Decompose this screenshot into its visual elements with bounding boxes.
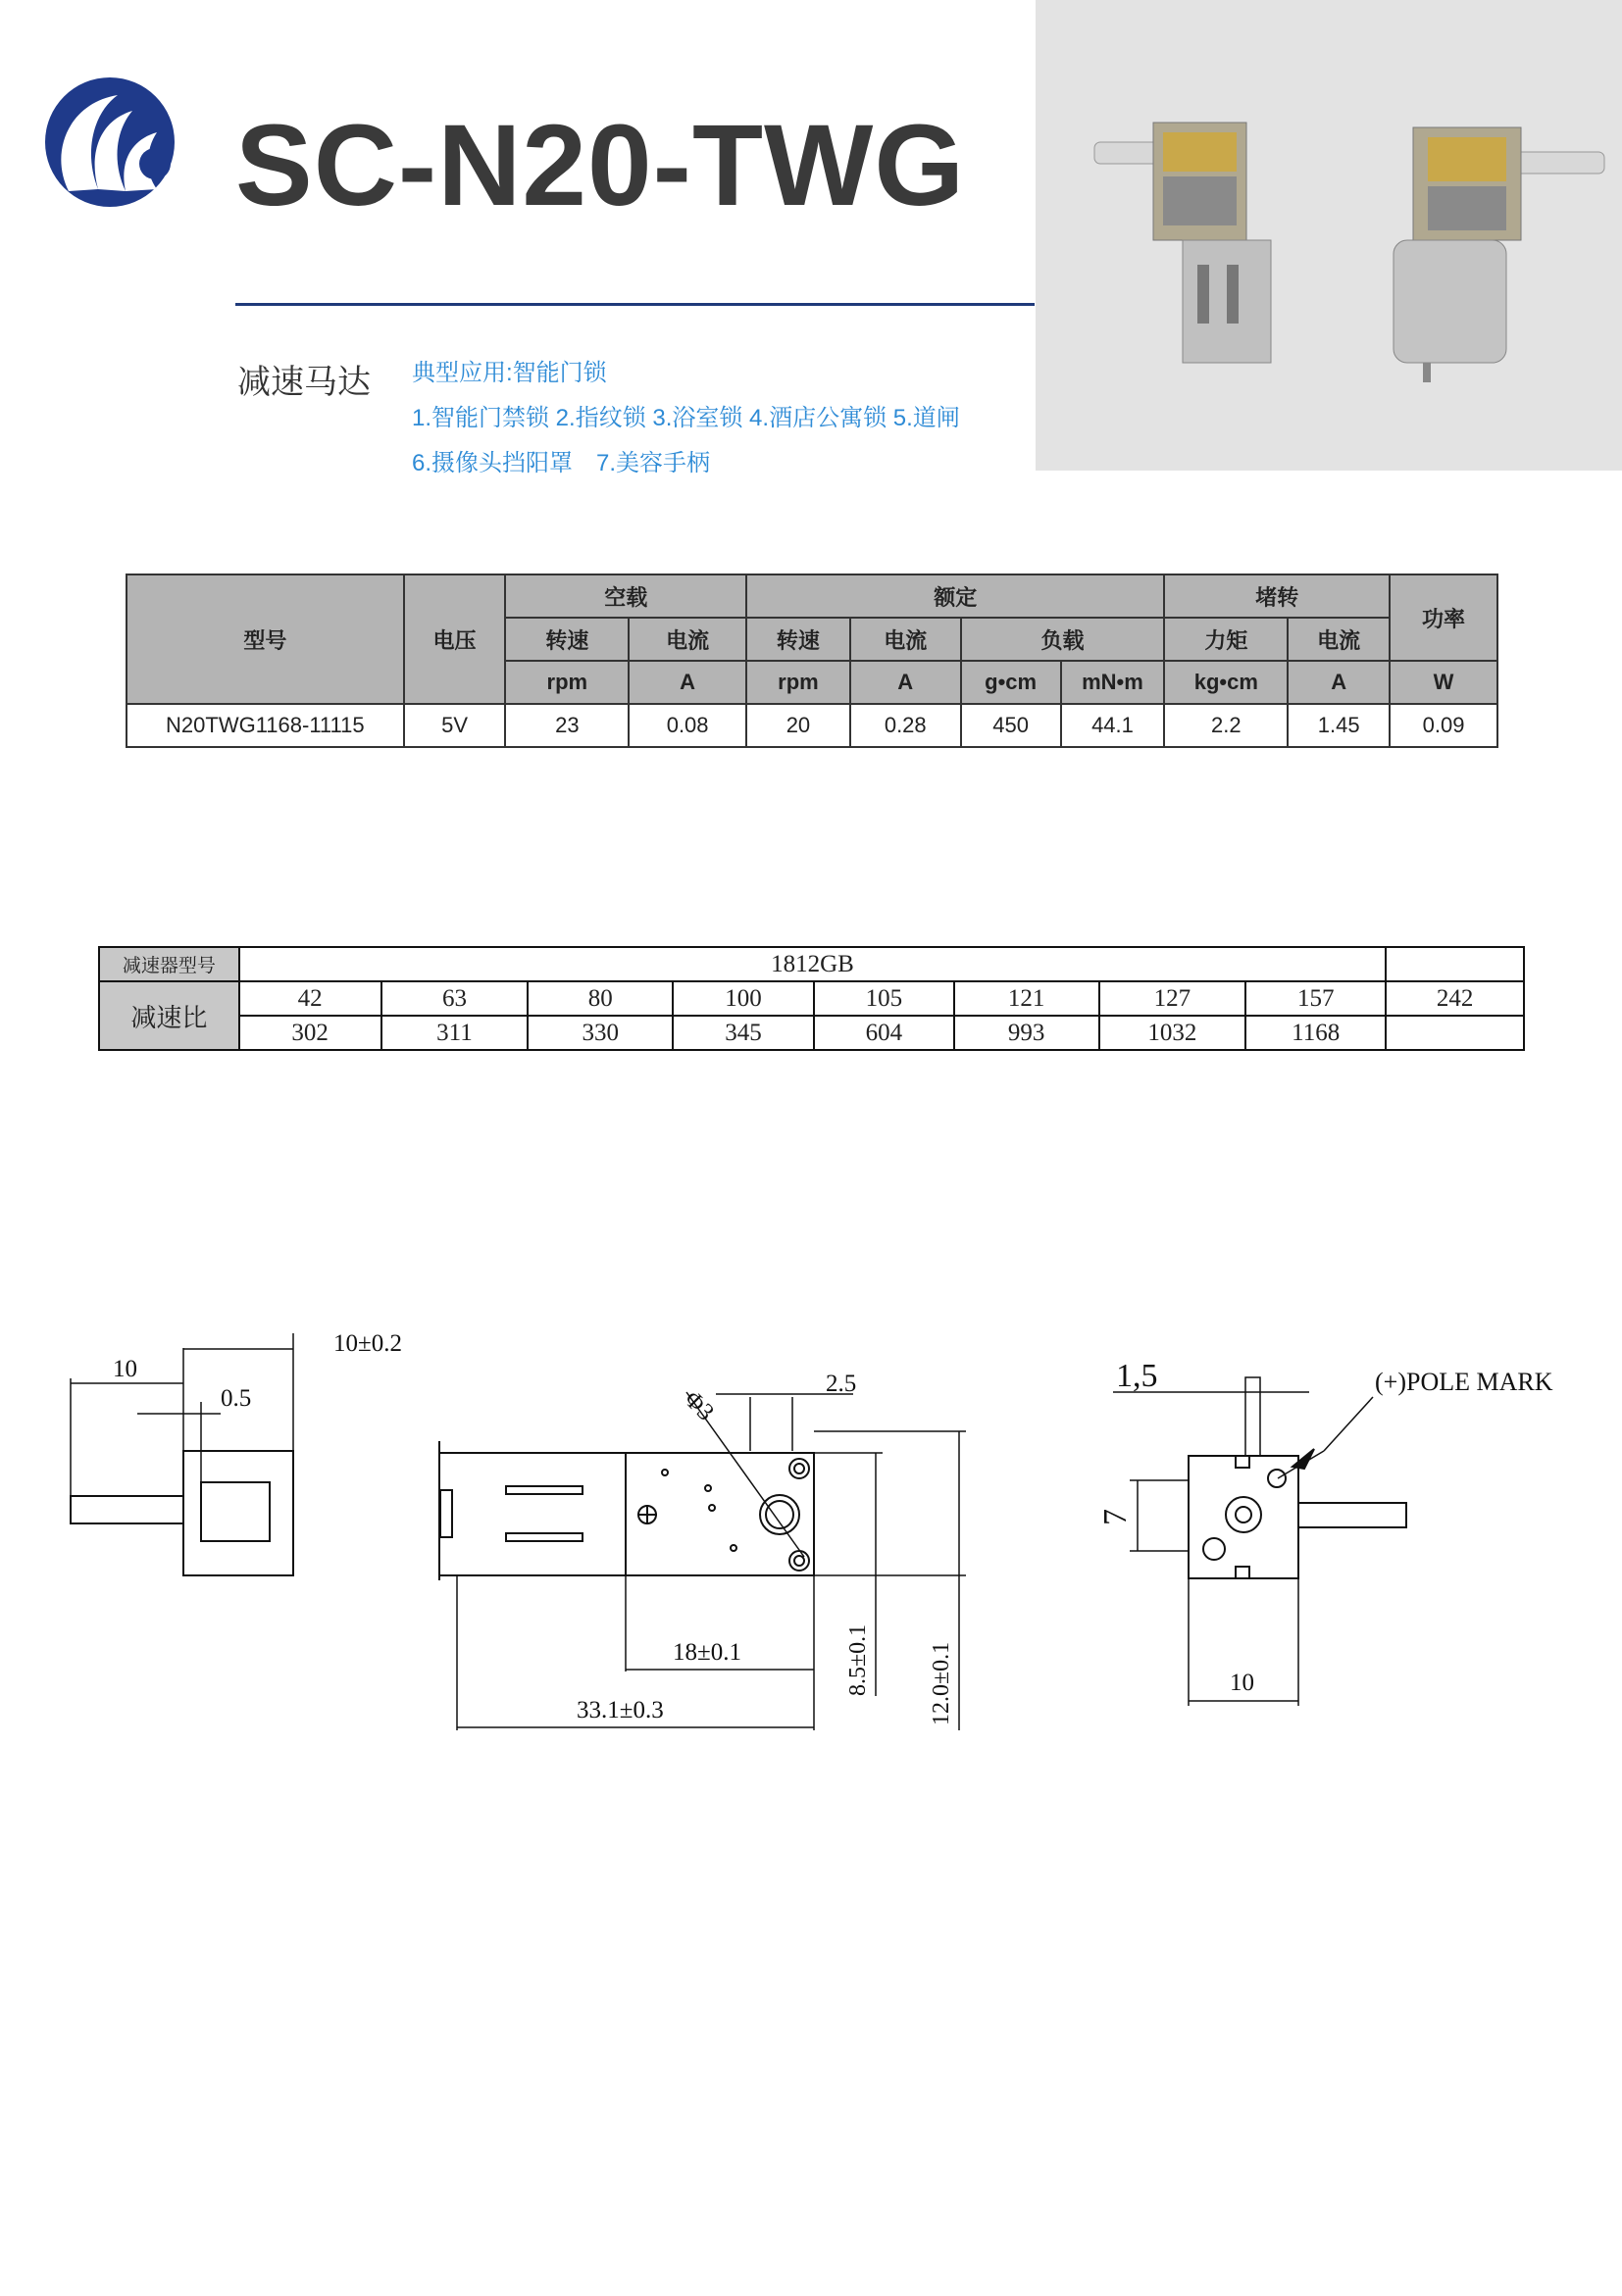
application-line: 6.摄像头挡阳罩 7.美容手柄 — [412, 450, 711, 476]
dim-1-5: 1,5 — [1116, 1358, 1158, 1394]
cell: 100 — [673, 981, 814, 1016]
cell: 1168 — [1245, 1016, 1386, 1050]
cell: 42 — [239, 981, 381, 1016]
dim-0-5: 0.5 — [221, 1385, 252, 1412]
group-noload: 空载 — [505, 574, 746, 618]
unit-kgcm: kg•cm — [1164, 661, 1288, 704]
unit-w: W — [1390, 661, 1497, 704]
dim-10-end: 10 — [1230, 1670, 1254, 1696]
cell: 330 — [528, 1016, 673, 1050]
dim-10-02: 10±0.2 — [333, 1330, 402, 1357]
cell: 450 — [961, 704, 1061, 747]
cell: 345 — [673, 1016, 814, 1050]
unit-a: A — [1288, 661, 1390, 704]
cell: 121 — [954, 981, 1099, 1016]
cell: 127 — [1099, 981, 1246, 1016]
col-speed: 转速 — [746, 618, 850, 661]
dim-phi3: Φ3 — [679, 1385, 720, 1426]
dim-10: 10 — [113, 1356, 137, 1382]
title-divider — [235, 303, 1035, 306]
table-row — [127, 704, 1497, 747]
cell: 604 — [814, 1016, 954, 1050]
unit-rpm: rpm — [746, 661, 850, 704]
cell: 44.1 — [1061, 704, 1165, 747]
col-current: 电流 — [850, 618, 961, 661]
dim-12-0: 12.0±0.1 — [929, 1641, 954, 1725]
cell-voltage: 5V — [404, 704, 506, 747]
cell: 993 — [954, 1016, 1099, 1050]
cell: 63 — [381, 981, 529, 1016]
col-current: 电流 — [1288, 618, 1390, 661]
gear-ratio-table — [98, 946, 1525, 1051]
table-row — [99, 1016, 1524, 1050]
col-current: 电流 — [629, 618, 746, 661]
unit-mnm: mN•m — [1061, 661, 1165, 704]
dim-8-5: 8.5±0.1 — [845, 1623, 871, 1696]
technical-drawing — [0, 1294, 1622, 1765]
col-speed: 转速 — [505, 618, 629, 661]
page-title: SC-N20-TWG — [235, 101, 966, 230]
side-view — [71, 1294, 293, 1575]
cell — [1386, 947, 1524, 981]
cell: 0.09 — [1390, 704, 1497, 747]
unit-a: A — [850, 661, 961, 704]
dim-18: 18±0.1 — [673, 1639, 741, 1666]
table-row — [99, 981, 1524, 1016]
product-category: 减速马达 — [237, 364, 371, 401]
unit-a: A — [629, 661, 746, 704]
col-torque: 力矩 — [1164, 618, 1288, 661]
spec-table — [126, 574, 1498, 748]
cell: 311 — [381, 1016, 529, 1050]
cell: 0.28 — [850, 704, 961, 747]
cell: 157 — [1245, 981, 1386, 1016]
header-voltage: 电压 — [404, 574, 506, 704]
unit-gcm: g•cm — [961, 661, 1061, 704]
group-rated: 额定 — [746, 574, 1164, 618]
unit-rpm: rpm — [505, 661, 629, 704]
cell: 1.45 — [1288, 704, 1390, 747]
end-view — [1113, 1377, 1406, 1706]
gear-model-label: 减速器型号 — [99, 947, 239, 981]
dim-2-5: 2.5 — [826, 1371, 857, 1397]
cell: 105 — [814, 981, 954, 1016]
header-model: 型号 — [127, 574, 404, 704]
dim-7: 7 — [1097, 1509, 1134, 1525]
cell — [1386, 1016, 1524, 1050]
group-stall: 堵转 — [1164, 574, 1390, 618]
cell: 20 — [746, 704, 850, 747]
application-line: 1.智能门禁锁 2.指纹锁 3.浴室锁 4.酒店公寓锁 5.道闸 — [412, 405, 960, 431]
col-load: 负载 — [961, 618, 1165, 661]
cell: 242 — [1386, 981, 1524, 1016]
gear-model-value: 1812GB — [239, 947, 1386, 981]
cell: 23 — [505, 704, 629, 747]
pole-mark-label: (+)POLE MARK — [1375, 1368, 1553, 1396]
company-logo — [39, 74, 186, 211]
ratio-label: 减速比 — [99, 981, 239, 1050]
cell: 80 — [528, 981, 673, 1016]
application-line: 典型应用:智能门锁 — [412, 360, 607, 386]
cell: 302 — [239, 1016, 381, 1050]
product-photo — [1036, 0, 1622, 471]
dim-33-1: 33.1±0.3 — [577, 1697, 664, 1723]
cell: 1032 — [1099, 1016, 1246, 1050]
cell-model: N20TWG1168-11115 — [127, 704, 404, 747]
cell: 2.2 — [1164, 704, 1288, 747]
cell: 0.08 — [629, 704, 746, 747]
header-power: 功率 — [1390, 574, 1497, 661]
front-view — [439, 1392, 966, 1730]
